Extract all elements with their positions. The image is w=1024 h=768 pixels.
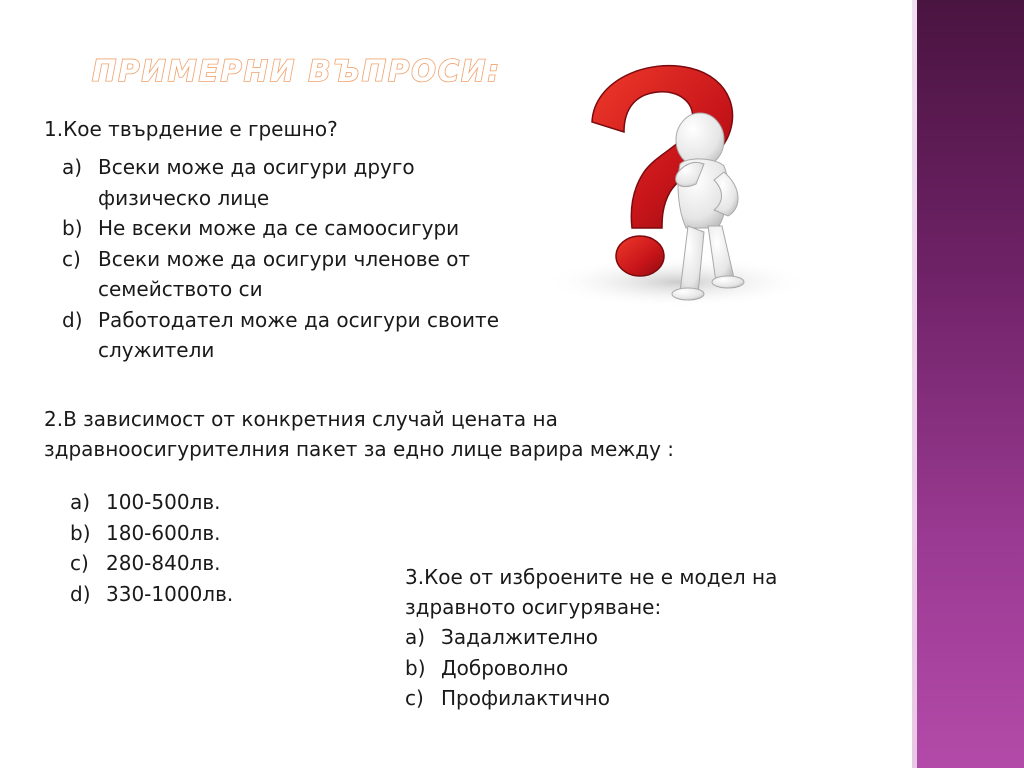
option-text: Не всеки може да се самоосигури xyxy=(98,216,460,240)
list-item xyxy=(62,244,522,305)
option-marker: a) xyxy=(62,155,83,179)
option-text: 330-1000лв. xyxy=(106,581,234,606)
option-text: Всеки може да осигури друго физическо лице xyxy=(98,155,415,210)
question-1-text: 1.Кое твърдение е грешно? xyxy=(44,117,338,141)
option-marker: c) xyxy=(405,686,424,710)
list-item xyxy=(62,213,522,244)
list-item xyxy=(70,487,233,518)
list-item xyxy=(70,548,233,579)
question-1-options xyxy=(62,152,522,366)
option-marker: c) xyxy=(70,551,89,575)
list-item xyxy=(62,152,522,213)
option-marker: b) xyxy=(405,655,426,680)
slide-title: ПРИМЕРНИ ВЪПРОСИ: xyxy=(92,54,502,88)
option-text: Задалжително xyxy=(441,625,599,649)
option-marker: b) xyxy=(70,520,91,545)
question-2-text: 2.В зависимост от конкретния случай цената на здравноосигурителния пакет за едно лице варира между : xyxy=(44,407,675,461)
option-marker: a) xyxy=(70,490,91,514)
option-text: Всеки може да осигури членове от семейството си xyxy=(98,246,471,301)
question-2-options xyxy=(70,487,233,609)
list-item xyxy=(70,518,233,549)
option-text: 280-840лв. xyxy=(106,551,221,575)
option-text: Профилактично xyxy=(441,686,610,710)
list-item xyxy=(62,305,522,366)
option-text: 100-500лв. xyxy=(106,490,221,514)
option-text: Работодател може да осигури своите служители xyxy=(98,307,499,362)
option-marker: d) xyxy=(62,307,83,332)
list-item xyxy=(70,579,233,610)
decorative-side-band xyxy=(912,0,1024,768)
thinking-figure-question-mark-icon xyxy=(528,60,820,326)
option-marker: a) xyxy=(405,625,426,649)
question-3-text: 3.Кое от изброените не е модел на здравното осигуряване: xyxy=(405,565,778,619)
option-text: 180-600лв. xyxy=(106,520,221,545)
option-text: Доброволно xyxy=(441,655,569,680)
option-marker: c) xyxy=(62,246,81,271)
question-3-options xyxy=(405,622,610,714)
list-item xyxy=(405,683,610,714)
list-item xyxy=(405,622,610,653)
option-marker: d) xyxy=(70,581,91,606)
list-item xyxy=(405,653,610,684)
option-marker: b) xyxy=(62,216,83,240)
